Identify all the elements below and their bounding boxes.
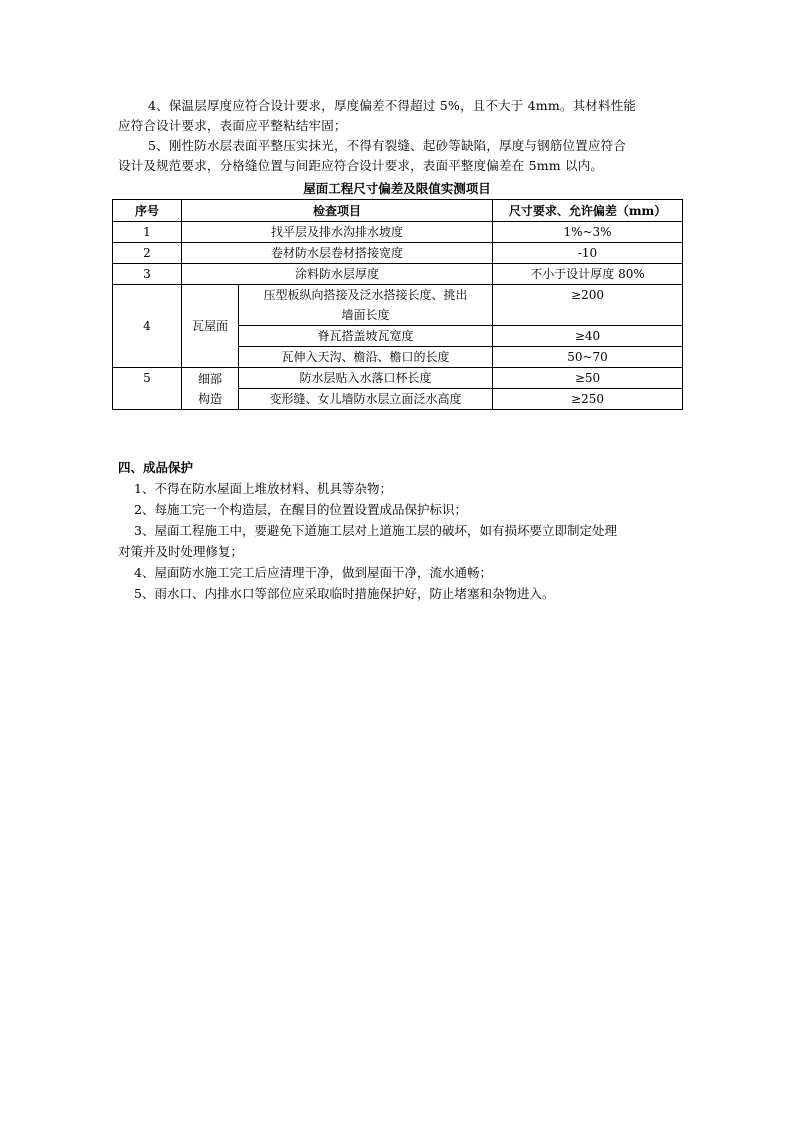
tolerance-table <box>112 199 683 410</box>
row-tolerance: ≥250 <box>493 389 683 410</box>
row-item-line: 压型板纵向搭接及泛水搭接长度、挑出 <box>263 288 468 302</box>
row-item: 脊瓦搭盖坡瓦宽度 <box>239 326 493 347</box>
table-row <box>113 243 683 264</box>
group5-category-line: 细部 <box>197 371 222 386</box>
group5-category-line: 构造 <box>197 391 222 406</box>
table-row <box>113 222 683 243</box>
row-no: 2 <box>113 243 182 264</box>
header-no: 序号 <box>113 200 182 222</box>
protection-list <box>118 478 678 604</box>
list-item: 5、雨水口、内排水口等部位应采取临时措施保护好，防止堵塞和杂物进入。 <box>134 586 555 601</box>
section-title: 四、成品保护 <box>118 460 194 475</box>
group4-category: 瓦屋面 <box>182 285 239 368</box>
list-item: 对策并及时处理修复； <box>118 544 244 559</box>
list-item: 4、屋面防水施工完工后应清理干净，做到屋面干净，流水通畅； <box>134 565 492 580</box>
intro-line-4: 设计及规范要求，分格缝位置与间距应符合设计要求，表面平整度偏差在 5mm 以内。 <box>118 158 604 173</box>
row-item: 防水层贴入水落口杯长度 <box>239 368 493 389</box>
intro-line-3: 5、刚性防水层表面平整压实抹光，不得有裂缝、起砂等缺陷，厚度与钢筋位置应符合 <box>148 138 627 153</box>
list-item: 3、屋面工程施工中，要避免下道施工层对上道施工层的破坏，如有损坏要立即制定处理 <box>134 523 617 538</box>
row-tolerance: ≥50 <box>493 368 683 389</box>
row-item: 卷材防水层卷材搭接宽度 <box>182 243 493 264</box>
row-item: 瓦伸入天沟、檐沿、檐口的长度 <box>239 347 493 368</box>
group4-no: 4 <box>113 285 182 368</box>
row-tolerance: 50~70 <box>493 347 683 368</box>
table-row <box>113 368 683 389</box>
list-item: 1、不得在防水屋面上堆放材料、机具等杂物； <box>134 481 392 496</box>
row-item <box>239 285 493 326</box>
table-title: 屋面工程尺寸偏差及限值实测项目 <box>303 181 491 196</box>
group5-no: 5 <box>113 368 182 410</box>
row-item: 找平层及排水沟排水坡度 <box>182 222 493 243</box>
row-tolerance: ≥40 <box>493 326 683 347</box>
header-item: 检查项目 <box>182 200 493 222</box>
table-row <box>113 264 683 285</box>
header-tolerance: 尺寸要求、允许偏差（mm） <box>493 200 683 222</box>
row-no: 3 <box>113 264 182 285</box>
row-tolerance: ≥200 <box>493 285 683 326</box>
row-tolerance: 1%~3% <box>493 222 683 243</box>
intro-line-1: 4、保温层厚度应符合设计要求，厚度偏差不得超过 5%，且不大于 4mm。其材料性能 <box>148 98 637 113</box>
row-item: 变形缝、女儿墙防水层立面泛水高度 <box>239 389 493 410</box>
row-item-line: 墙面长度 <box>341 308 390 322</box>
row-tolerance: 不小于设计厚度 80% <box>493 264 683 285</box>
list-item: 2、每施工完一个构造层，在醒目的位置设置成品保护标识； <box>134 502 467 517</box>
group5-category <box>182 368 239 410</box>
table-row <box>113 285 683 326</box>
table-header-row <box>113 200 683 222</box>
intro-paragraph <box>118 96 678 176</box>
intro-line-2: 应符合设计要求，表面应平整粘结牢固； <box>118 118 347 133</box>
row-item: 涂料防水层厚度 <box>182 264 493 285</box>
row-tolerance: -10 <box>493 243 683 264</box>
row-no: 1 <box>113 222 182 243</box>
